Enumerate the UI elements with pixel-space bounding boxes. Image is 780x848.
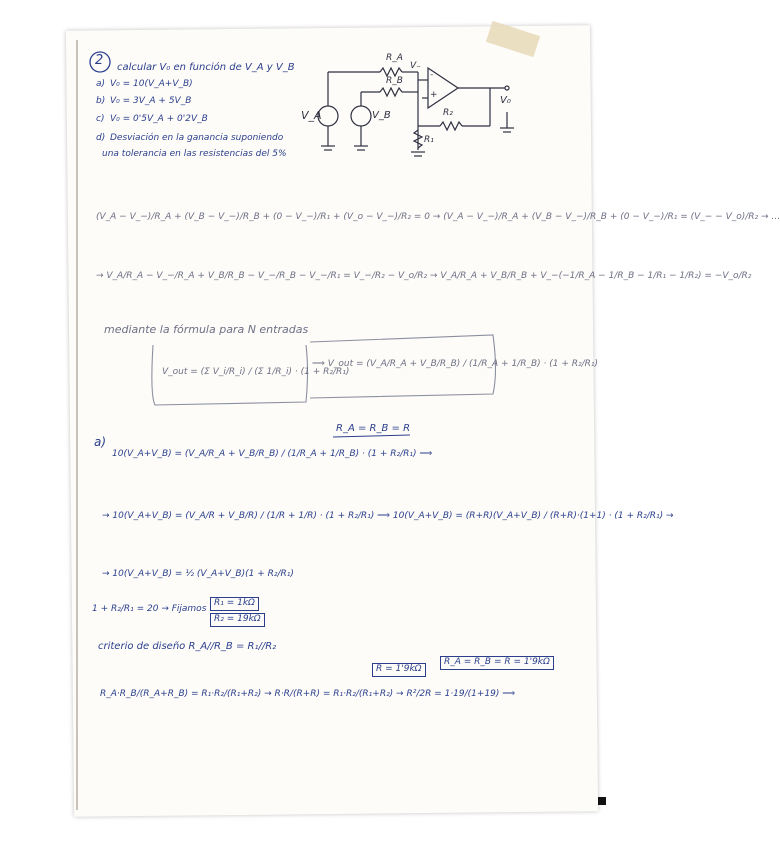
part-a-eq4: 1 + R₂/R₁ = 20 → Fijamos — [92, 604, 207, 614]
item-text-d-line2: una tolerancia en las resistencias del 5% — [102, 149, 287, 159]
label-vb: V_B — [372, 110, 391, 121]
item-text-d-line1: Desviación en la ganancia suponiendo — [110, 133, 284, 143]
label-r2: R₂ — [443, 108, 453, 118]
label-rb: R_B — [386, 76, 403, 86]
formula-intro: mediante la fórmula para N entradas — [104, 323, 309, 336]
part-a-eq2: → 10(V_A+V_B) = (V_A/R + V_B/R) / (1/R + 1/R) · (1 + R₂/R₁) ⟹ 10(V_A+V_B) = (R+R)(V_A+V_B) / (R+R)·(1+1) · (1 + R₂/R₁) → — [102, 511, 674, 521]
item-text-a: V₀ = 10(V_A+V_B) — [110, 79, 193, 89]
item-letter-d: d) — [96, 133, 106, 143]
part-a-eq5: R_A·R_B/(R_A+R_B) = R₁·R₂/(R₁+R₂) → R·R/(R+R) = R₁·R₂/(R₁+R₂) → R²/2R = 1·19/(1+19) ⟹ — [100, 689, 516, 699]
part-a-eq1: 10(V_A+V_B) = (V_A/R_A + V_B/R_B) / (1/R_A + 1/R_B) · (1 + R₂/R₁) ⟹ — [112, 449, 433, 459]
item-letter-a: a) — [96, 79, 106, 89]
label-vminus: V₋ — [410, 61, 421, 71]
part-a-eq3: → 10(V_A+V_B) = ½ (V_A+V_B)(1 + R₂/R₁) — [102, 569, 294, 579]
label-noninv: + — [430, 90, 438, 100]
part-a-assumption: R_A = R_B = R — [336, 423, 411, 434]
result-r-box: R = 1'9kΩ — [372, 663, 426, 677]
item-text-b: V₀ = 3V_A + 5V_B — [110, 96, 192, 106]
formula-applied: ⟹ V_out = (V_A/R_A + V_B/R_B) / (1/R_A + 1/R_B) · (1 + R₂/R₁) — [312, 359, 598, 369]
label-inv: - — [430, 70, 434, 80]
item-letter-b: b) — [96, 96, 106, 106]
part-a-label: a) — [94, 435, 107, 449]
kcl-equation-2: → V_A/R_A − V_−/R_A + V_B/R_B − V_−/R_B − V_−/R₁ = V_−/R₂ − V_o/R₂ → V_A/R_A + V_B/R_B + V_−(−1/R_A − 1/R_B − 1/R₁ − 1/R₂) = −V_o/R₂ — [96, 271, 752, 281]
item-text-c: V₀ = 0'5V_A + 0'2V_B — [110, 114, 208, 124]
fixed-r2-box: R₂ = 19kΩ — [210, 613, 265, 627]
criterion-intro: criterio de diseño R_A//R_B = R₁//R₂ — [98, 641, 277, 652]
item-letter-c: c) — [96, 114, 105, 124]
problem-number: 2 — [95, 53, 104, 68]
label-va: V_A — [301, 109, 322, 122]
label-vo: V₀ — [500, 95, 511, 106]
problem-statement: calcular V₀ en función de V_A y V_B — [117, 62, 295, 73]
label-ra: R_A — [386, 53, 403, 63]
formula-general: V_out = (Σ V_i/R_i) / (Σ 1/R_i) · (1 + R₂/R₁) — [162, 367, 350, 377]
label-r1: R₁ — [424, 135, 434, 145]
fixed-r1-box: R₁ = 1kΩ — [210, 597, 259, 611]
result-final-box: R_A = R_B = R = 1'9kΩ — [440, 656, 554, 670]
kcl-equation-1: (V_A − V_−)/R_A + (V_B − V_−)/R_B + (0 − V_−)/R₁ + (V_o − V_−)/R₂ = 0 → (V_A − V_−)/R_A + (V_B − V_−)/R_B + (0 − V_−)/R₁ = (V_− − V_o)/R₂ → … — [96, 212, 780, 222]
